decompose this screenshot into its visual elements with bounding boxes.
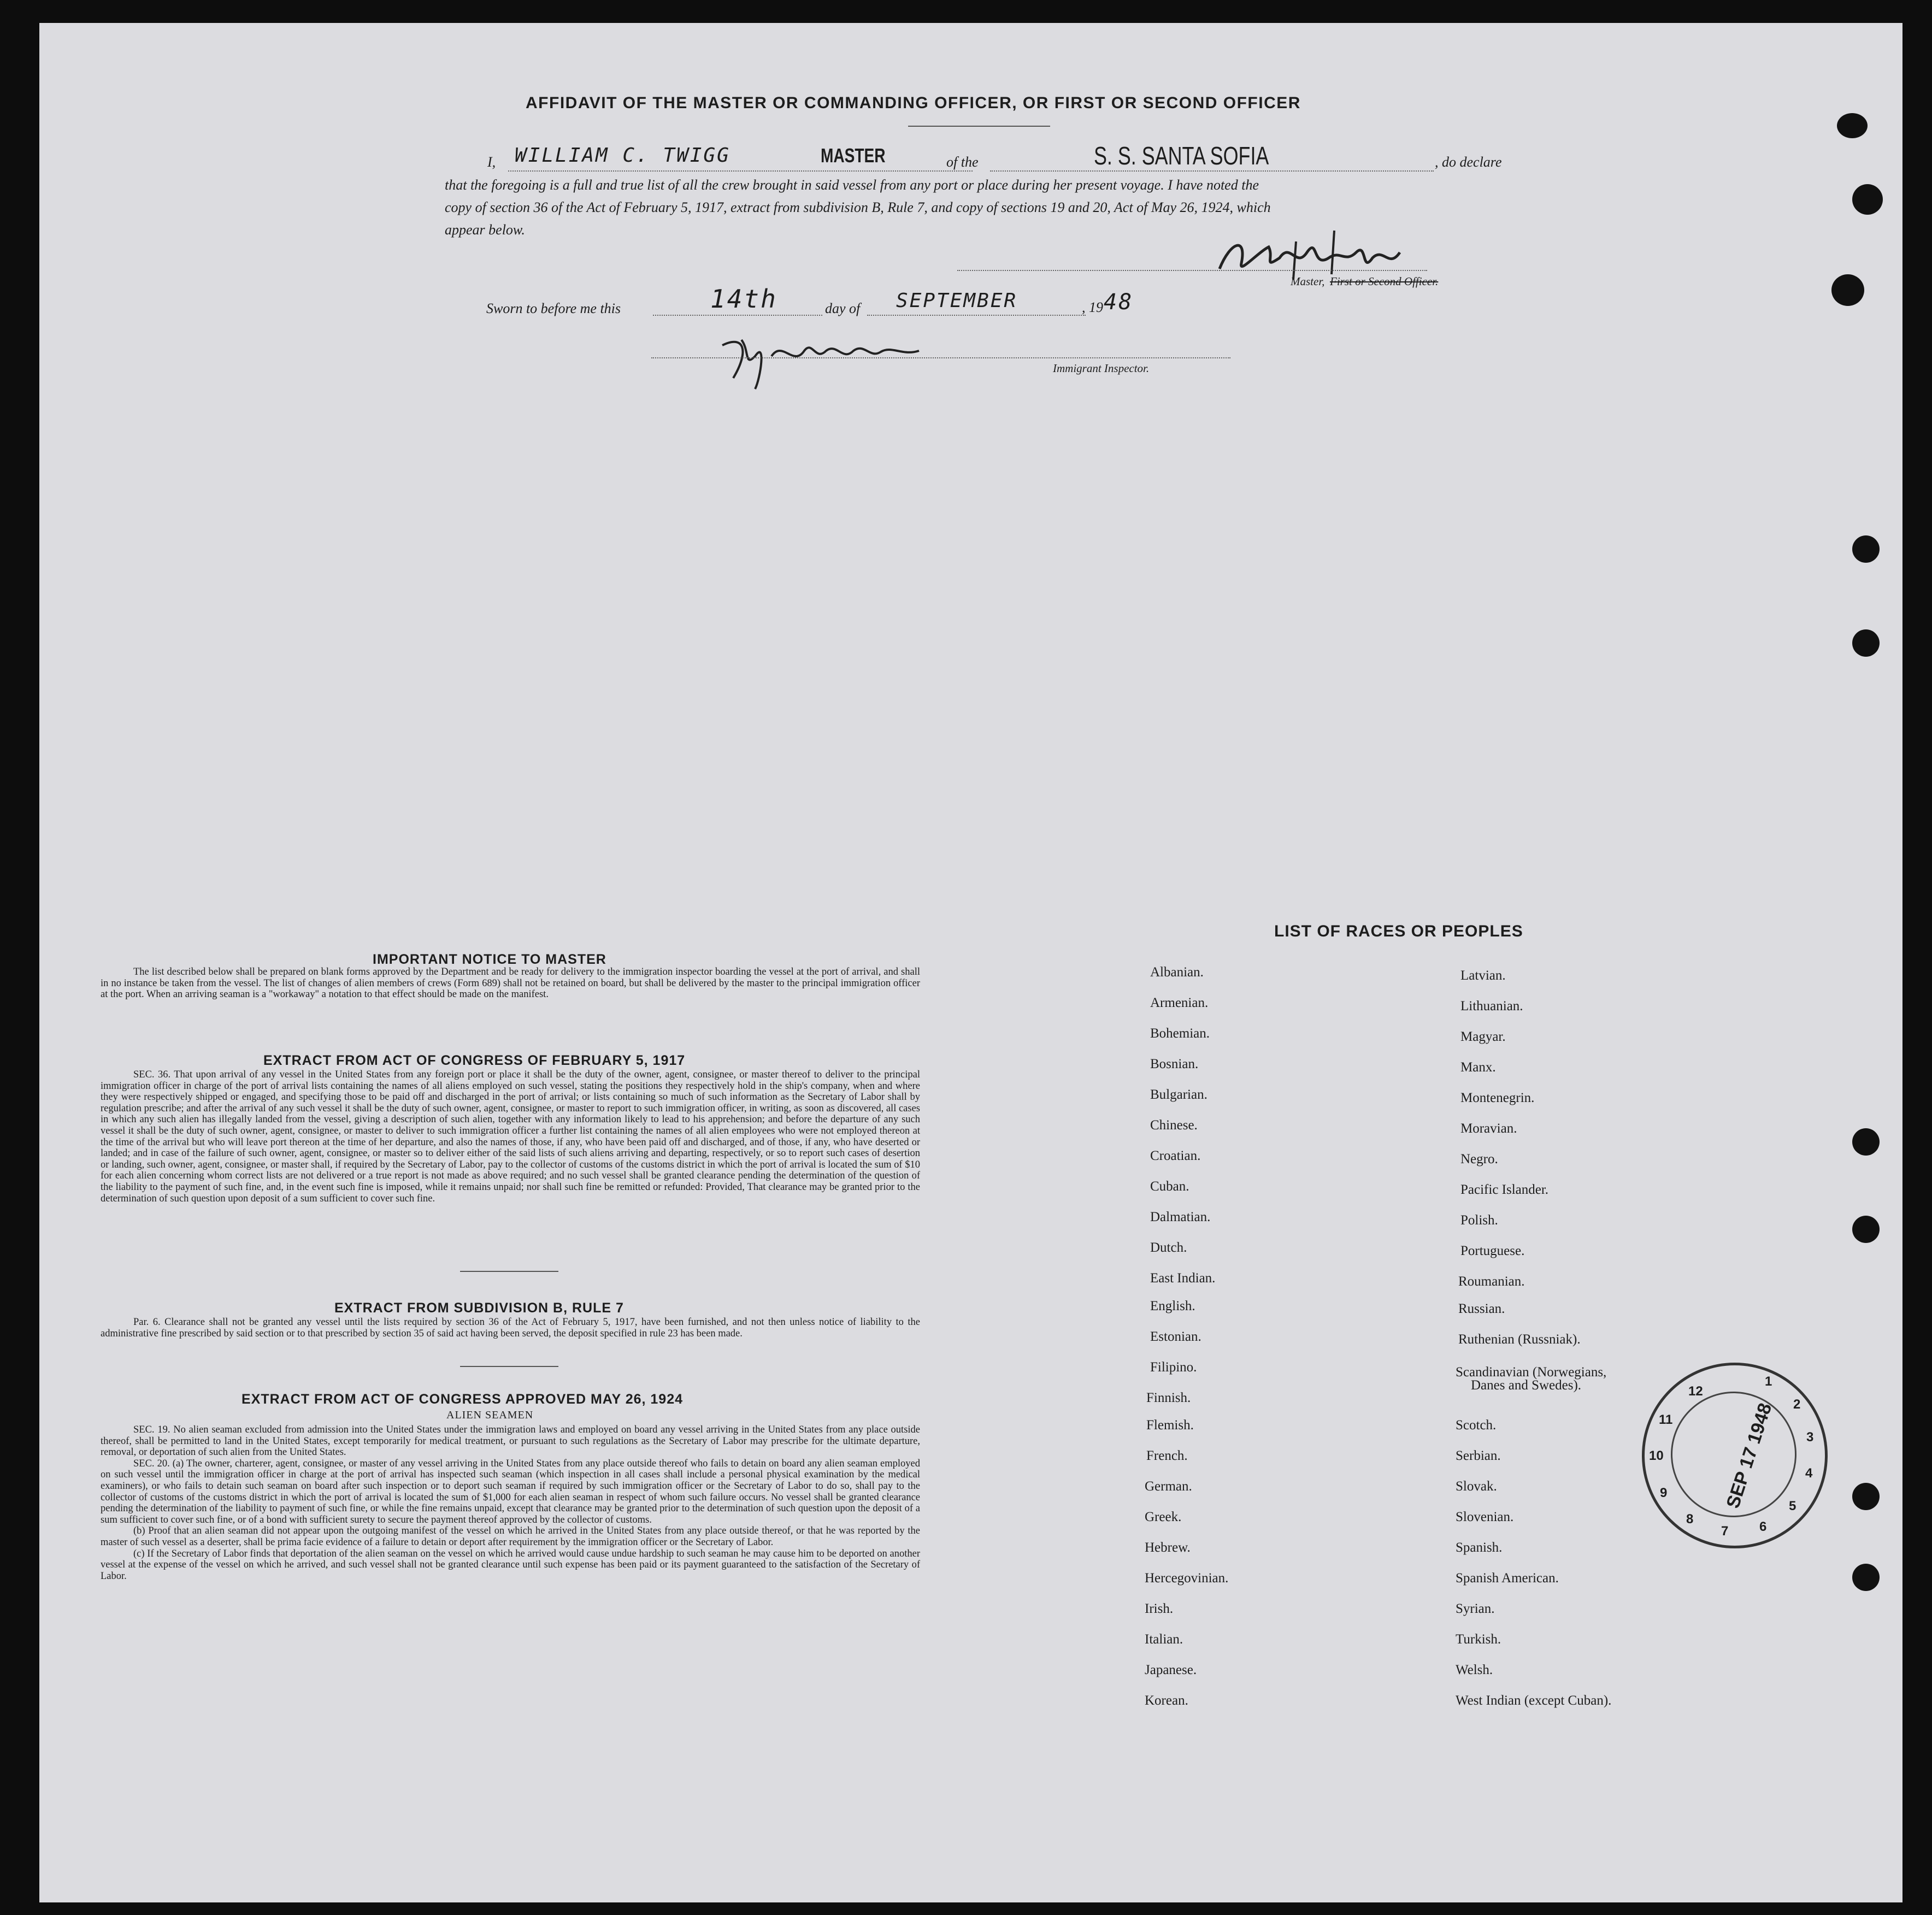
race-right-10: Portuguese. [1460,1244,1525,1258]
race-left-2: Armenian. [1150,995,1209,1010]
year-suffix: 48 [1104,290,1134,315]
heading-rule [908,126,1050,127]
year-prefix: , 19 [1082,299,1103,315]
race-left-1: Albanian. [1150,965,1204,980]
race-right-13: Ruthenian (Russniak). [1458,1332,1581,1347]
race-right-14: Scandinavian (Norwegians, [1456,1365,1607,1380]
race-right-21: Spanish American. [1456,1571,1559,1586]
race-left-20: Hebrew. [1145,1540,1191,1555]
vessel-line [990,170,1434,172]
race-right-25: West Indian (except Cuban). [1456,1693,1612,1708]
race-left-11: East Indian. [1150,1271,1216,1286]
race-right-17: Serbian. [1456,1448,1501,1463]
races-title: LIST OF RACES OR PEOPLES [1274,922,1523,940]
race-left-24: Japanese. [1145,1663,1197,1677]
race-left-23: Italian. [1145,1632,1183,1647]
race-right-4: Manx. [1460,1060,1496,1075]
race-right-23: Turkish. [1456,1632,1501,1647]
sworn-text: Sworn to before me this [486,300,621,316]
sworn-month: SEPTEMBER [896,290,1018,312]
rank-field: MASTER [821,144,886,167]
sworn-day-line [653,315,822,316]
stamp-digit-2: 2 [1793,1397,1801,1412]
document-page [39,23,1902,1902]
race-right-20: Spanish. [1456,1540,1503,1555]
race-left-16: Flemish. [1146,1418,1194,1433]
sec-20c-text: (c) If the Secretary of Labor finds that deportation of the alien seaman on the vessel on which he arrived would cause undue hardship to such seaman he may cause him to be deported on another vessel at the expense of the vessel on which he arrived, and such vessel shall not be granted clearance until such expense has been paid or its payment guaranteed to the satisfaction of the Secretary of Labor. [101,1548,920,1582]
extract-1917-title: EXTRACT FROM ACT OF CONGRESS OF FEBRUARY 5, 1917 [263,1053,686,1068]
sec-20b-text: (b) Proof that an alien seaman did not appear upon the outgoing manifest of the vessel on which he arrived in the United States from any place outside thereof, or that he was reported by the master of such vessel as a deserter, shall be prima facie evidence of a failure to detain or deport after requirement by the immigration officer or the Secretary of Labor. [101,1525,920,1548]
race-right-3: Magyar. [1460,1029,1506,1044]
notice-body-text: The list described below shall be prepared on blank forms approved by the Department and be ready for delivery to the immigration inspector boarding the vessel at the port of arrival, and shall in no instance be taken from the vessel. The list of changes of alien members of crews (Form 689) shall not be retained on board, but shall be delivered by the master to the principal immigration officer at the port. When an arriving seaman is a "workaway" a notation to that effect should be made on the manifest. [101,967,920,1000]
of-the-text: of the [946,154,979,170]
notice-body [101,967,920,1000]
race-right-7: Negro. [1460,1152,1498,1166]
race-left-22: Irish. [1145,1601,1174,1616]
binder-hole [1852,629,1880,657]
race-left-25: Korean. [1145,1693,1188,1708]
stamp-digit-10: 10 [1649,1448,1664,1463]
race-left-8: Cuban. [1150,1179,1189,1194]
binder-hole [1852,184,1883,215]
race-left-3: Bohemian. [1150,1026,1210,1041]
stamp-ring-digits [1645,1365,1825,1546]
vessel-name: S. S. SANTA SOFIA [1094,142,1269,170]
race-right-12: Russian. [1458,1301,1505,1316]
stamp-digit-6: 6 [1759,1519,1767,1534]
stamp-digit-7: 7 [1721,1524,1729,1539]
master-name: WILLIAM C. TWIGG [515,144,731,167]
race-left-19: Greek. [1145,1510,1182,1524]
race-right-22: Syrian. [1456,1601,1495,1616]
sec-20a-text: SEC. 20. (a) The owner, charterer, agent, consignee, or master of any vessel arriving in the United States from any place outside thereof who fails to detain on board any alien seaman employed on such vessel until the immigration officer in charge at the port of arrival has inspected such seaman (which inspection in all cases shall include a personal physical examination by the medical examiners), or who fails to detain such seaman on board after such inspection or to deport such seaman if required by such immigration officer or the Secretary of Labor to do so, shall pay to the collector of customs of the customs district in which the port of arrival is located the sum of $1,000 for each alien seaman in respect of whom such failure occurs. No vessel shall be granted clearance pending the determination of the liability to payment of such fine, or while the fine remains unpaid, except that clearance may be granted prior to the determination of such question upon the deposit of a sum sufficient to cover such fine, or of a bond with sufficient surety to secure the payment thereof approved by the collector of customs. [101,1458,920,1525]
binder-hole [1852,1216,1880,1243]
binder-hole [1852,535,1880,563]
stamp-digit-8: 8 [1686,1512,1694,1527]
stamp-digit-12: 12 [1688,1384,1703,1399]
stamp-digit-4: 4 [1805,1466,1813,1481]
race-right-8: Pacific Islander. [1460,1182,1549,1197]
race-left-18: German. [1145,1479,1192,1494]
affidavit-line-2: that the foregoing is a full and true list of all the crew brought in said vessel from any port or place during her present voyage. I have noted the [445,177,1259,193]
day-of-text: day of [825,300,861,316]
race-right-18: Slovak. [1456,1479,1497,1494]
race-right-16: Scotch. [1456,1418,1497,1433]
race-right-11: Roumanian. [1458,1274,1525,1289]
inspector-signature [711,318,941,394]
affidavit-line-4: appear below. [445,222,525,238]
race-left-7: Croatian. [1150,1148,1201,1163]
stamp-digit-1: 1 [1765,1374,1772,1389]
race-left-10: Dutch. [1150,1240,1187,1255]
extract-rule7-text: Par. 6. Clearance shall not be granted any vessel until the lists required by section 36 of the Act of February 5, 1917, have been furnished, and not then unless notice of liability to the administrative fine prescribed by said section or to that prescribed by section 35 of said act having been served, the deposit specified in rule 23 has been made. [101,1317,920,1339]
section-rule-2 [460,1366,558,1367]
race-right-9: Polish. [1460,1213,1498,1228]
inspector-caption: Immigrant Inspector. [1053,362,1150,375]
extract-1924-subtitle: ALIEN SEAMEN [446,1409,534,1421]
race-right-6: Moravian. [1460,1121,1517,1136]
stamp-digit-5: 5 [1789,1499,1796,1513]
race-left-13: Estonian. [1150,1329,1201,1344]
extract-1917-body [101,1069,920,1204]
race-left-5: Bulgarian. [1150,1087,1207,1102]
extract-rule7-title: EXTRACT FROM SUBDIVISION B, RULE 7 [334,1300,624,1316]
race-left-15: Finnish. [1146,1390,1191,1405]
stamp-digit-11: 11 [1659,1412,1673,1427]
race-right-24: Welsh. [1456,1663,1493,1677]
extract-1924-title: EXTRACT FROM ACT OF CONGRESS APPROVED MAY 26, 1924 [241,1392,684,1407]
affidavit-prefix: I, [487,154,496,170]
race-left-14: Filipino. [1150,1360,1197,1375]
binder-hole [1837,113,1868,138]
sec-19-text: SEC. 19. No alien seaman excluded from admission into the United States under the immigration laws and employed on board any vessel arriving in the United States from any place outside thereof, shall be permitted to land in the United States, except temporarily for medical treatment, or pursuant to such regulations as the Secretary of Labor may prescribe for the ultimate departure, removal, or deportation of such alien from the United States. [101,1424,920,1458]
stamp-date: SEP 17 1948 [1722,1400,1776,1511]
race-left-9: Dalmatian. [1150,1210,1211,1224]
signature-caption-struck: First or Second Officer. [1330,275,1439,288]
sworn-month-line [867,315,1086,316]
extract-1917-text: SEC. 36. That upon arrival of any vessel in the United States from any foreign port or place it shall be the duty of the owner, agent, consignee, or master thereof to deliver to the principal immigration officer in charge of the port of arrival lists containing the names of all aliens employed on such vessel, stating the positions they respectively hold in the ship's company, when and where they were respectively shipped or engaged, and specifying those to be paid off and discharged in the port of arrival; or lists containing so much of such information as the Secretary of Labor shall by regulation prescribe; and after the arrival of any such vessel it shall be the duty of such owner, agent, consignee, or master to report to such immigration officer, in writing, as soon as discovered, all cases in which any such alien has illegally landed from the vessel, giving a description of such alien, together with any information likely to lead to his apprehension; and before the departure of any such vessel it shall be the duty of such owner, agent, consignee, or master to deliver to such immigration officer a further list containing the names of all alien employees who were not employed thereon at the time of the arrival but who will leave port thereon at the time of her departure, and also the names of those, if any, who have been paid off and discharged, and of those, if any, who have deserted or landed; and in case of the failure of such owner, agent, consignee, or master so to deliver either of the said lists of such aliens arriving and departing, respectively, or so to report such cases of desertion or landing, such owner, agent, consignee, or master shall, if required by the Secretary of Labor, pay to the collector of customs of the customs district in which the port of arrival is located the sum of $10 for each alien concerning whom correct lists are not delivered or a true report is not made as above required; and no such vessel shall be granted clearance pending the determination of the question of the liability to the payment of such fine, and, in the event such fine is imposed, while it remains unpaid; nor shall such fine be remitted or refunded: Provided, That clearance may be granted prior to the determination of such question upon deposit of a sum sufficient to cover such fine. [101,1069,920,1204]
binder-hole [1831,274,1864,306]
signature-caption-master: Master, [1291,275,1325,288]
race-right-1: Latvian. [1460,968,1506,983]
race-right-19: Slovenian. [1456,1510,1514,1524]
race-right-15: Danes and Swedes). [1471,1378,1582,1393]
affidavit-line-3: copy of section 36 of the Act of February 5, 1917, extract from subdivision B, Rule 7, and copy of sections 19 and 20, Act of May 26, 1924, which [445,199,1271,215]
notice-title: IMPORTANT NOTICE TO MASTER [373,952,606,967]
stamp-digit-3: 3 [1806,1430,1814,1445]
race-left-12: English. [1150,1299,1195,1313]
stamp-digit-9: 9 [1660,1486,1668,1500]
race-right-5: Montenegrin. [1460,1091,1535,1105]
race-right-2: Lithuanian. [1460,999,1523,1014]
name-line [508,170,973,172]
inspector-line [651,357,1230,358]
race-left-17: French. [1146,1448,1188,1463]
sworn-day: 14th [710,284,777,314]
extract-1924-body [101,1424,920,1582]
immigration-stamp [1642,1363,1828,1548]
affidavit-heading: AFFIDAVIT OF THE MASTER OR COMMANDING OFFICER, OR FIRST OR SECOND OFFICER [526,94,1301,112]
binder-hole [1852,1564,1880,1591]
race-left-4: Bosnian. [1150,1057,1199,1071]
extract-rule7-body [101,1317,920,1339]
section-rule-1 [460,1271,558,1272]
race-left-6: Chinese. [1150,1118,1198,1133]
race-left-21: Hercegovinian. [1145,1571,1229,1586]
binder-hole [1852,1128,1880,1156]
signature-line [957,270,1427,271]
binder-hole [1852,1483,1880,1510]
do-declare-text: , do declare [1435,154,1502,170]
